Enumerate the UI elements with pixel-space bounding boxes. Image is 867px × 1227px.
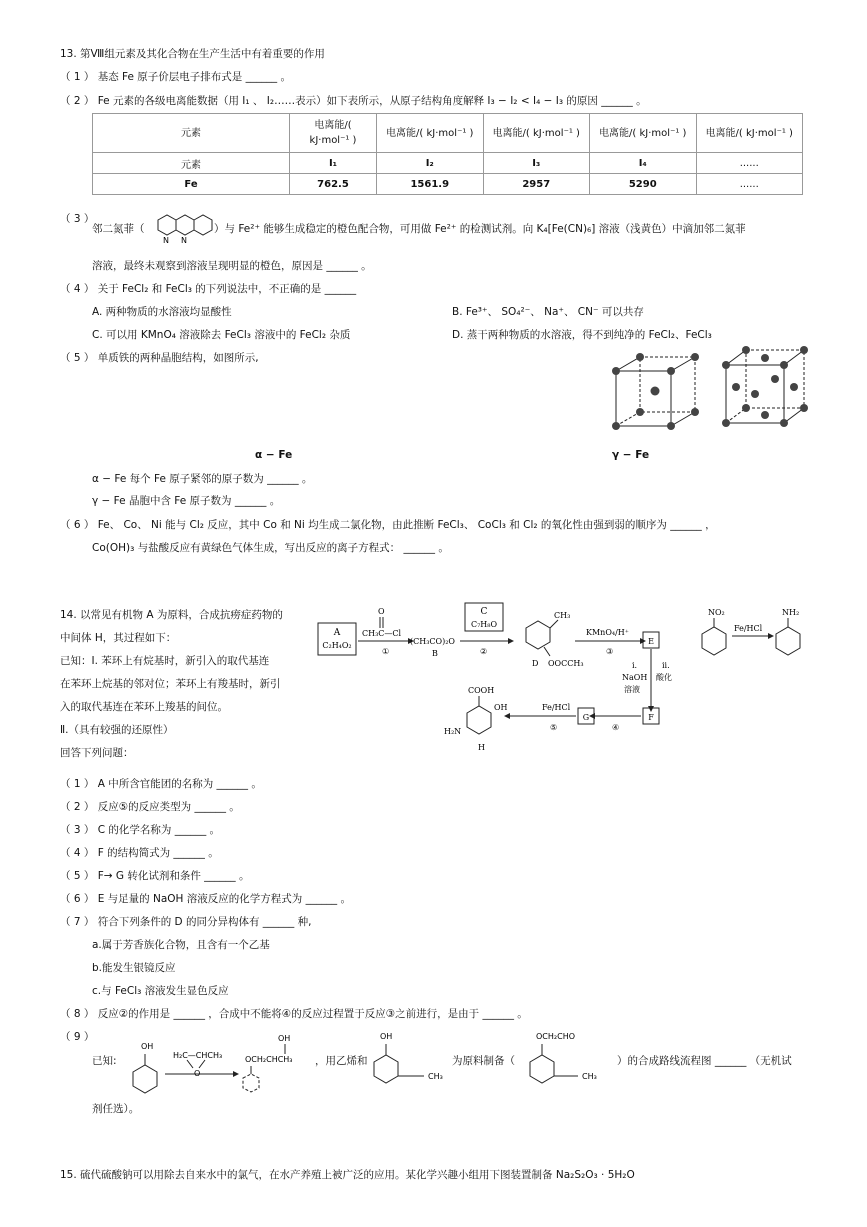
q15-text: 15. 硫代硫酸钠可以用除去自来水中的氯气，在水产养殖上被广泛的应用。某化学兴趣小组用下图装置制备 Na₂S₂O₃ · 5H₂O [60,1169,635,1181]
q14-part9-for: 为原料制备（ [452,1055,515,1067]
product-ether: OCH₂CHCH₃ [245,1055,293,1064]
known-reduction-scheme [690,598,830,668]
acyl-o: O [378,607,385,616]
target-methyl: CH₃ [582,1072,597,1081]
compound-a-formula: C₂H₄O₂ [322,641,352,650]
acyl-chloride: CH₃C—Cl [362,629,402,638]
anhydride: (CH₃CO)₂O [410,637,455,646]
amino-group: NH₂ [782,608,800,617]
synthesis-scheme [310,598,670,760]
q14-intro: 已知：Ⅰ. 苯环上有烷基时，新引入的取代基连 [60,655,270,667]
q13-part6-cont: Co(OH)₃ 与盐酸反应有黄绿色气体生成，写出反应的离子方程式： ______ 。 [92,542,449,554]
q14-part7-c: c.与 FeCl₃ 溶液发生显色反应 [92,985,229,997]
table-header-cell: 元素 [93,114,290,153]
q14-part4: （ 4 ） F 的结构简式为 ______ 。 [60,847,219,859]
q13-option-a: A. 两种物质的水溶液均显酸性 [92,306,232,318]
ionization-energy-table [92,113,803,195]
q13-part5-a: α − Fe 每个 Fe 原子紧邻的原子数为 ______ 。 [92,473,313,485]
compound-b-label: B [432,649,438,658]
o-cresol-structure [366,1024,456,1094]
q13-part5: （ 5 ） 单质铁的两种晶胞结构，如图所示, [60,352,259,364]
compound-h-label: H [478,743,485,752]
phenol-oh: OH [141,1042,154,1051]
h-hydroxyl: OH [494,703,508,712]
q14-intro: 14. 以常见有机物 A 为原料，合成抗痨症药物的 [60,609,283,621]
table-cell: 5290 [590,174,697,195]
cresol-oh: OH [380,1032,393,1041]
table-cell: I₁ [290,153,377,174]
table-cell: 1561.9 [377,174,484,195]
compound-d-label: D [532,659,539,668]
q14-intro: Ⅱ.（具有较强的还原性） [60,724,174,736]
svg-text:N: N [181,236,187,245]
d-ester: OOCCH₃ [548,659,584,668]
h-carboxyl: COOH [468,686,495,695]
step-5: ⑤ [550,723,558,732]
target-ether: OCH₂CHO [536,1032,576,1041]
step-ii-text: 酸化 [656,673,672,682]
propylene-oxide: H₂C—CHCH₃ [173,1051,223,1060]
table-cell: 元素 [93,153,290,174]
phenanthroline-structure [150,208,210,246]
alpha-fe-label: α − Fe [255,449,293,461]
table-cell: ...... [696,153,803,174]
known-reagent: Fe/HCl [734,624,763,633]
q14-part6: （ 6 ） E 与足量的 NaOH 溶液反应的化学方程式为 ______ 。 [60,893,351,905]
table-cell: I₂ [377,153,484,174]
product-oh: OH [278,1034,291,1043]
q14-part7-a: a.属于芳香族化合物，且含有一个乙基 [92,939,270,951]
table-cell: 762.5 [290,174,377,195]
table-cell: ...... [696,174,803,195]
q14-part5: （ 5 ） F→ G 转化试剂和条件 ______ 。 [60,870,250,882]
gamma-fe-label: γ − Fe [612,449,650,461]
compound-f-label: F [648,713,654,722]
q13-part3-cont: 溶液，最终未观察到溶液呈现明显的橙色，原因是 ______ 。 [92,260,372,272]
q14-part9-end2: 剂任选）。 [92,1103,140,1115]
reagent-3: KMnO₄/H⁺ [586,628,629,637]
q14-part9-known: 已知: [92,1055,117,1067]
table-header-cell: 电离能/( kJ·mol⁻¹ ) [590,114,697,153]
compound-c-label: C [480,607,488,617]
step-3: ③ [606,647,614,656]
step-i-reagent: NaOH [622,673,648,682]
compound-a-label: A [333,628,341,638]
cresol-methyl: CH₃ [428,1072,443,1081]
known-epoxide-reaction [125,1032,325,1098]
q14-part9-end: ）的合成路线流程图 ______ （无机试 [617,1055,792,1067]
table-cell: 2957 [483,174,590,195]
q13-title: 13. 第Ⅷ组元素及其化合物在生产生活中有着重要的作用 [60,48,325,60]
q13-part3-start: 邻二氮菲（ [92,223,145,235]
table-cell: I₃ [483,153,590,174]
step-4: ④ [612,723,620,732]
svg-text:N: N [163,236,169,245]
q14-part3: （ 3 ） C 的化学名称为 ______ 。 [60,824,221,836]
q14-part9: （ 9 ） [60,1031,95,1043]
q13-part4: （ 4 ） 关于 FeCl₂ 和 FeCl₃ 的下列说法中，不正确的是 ______ [60,283,357,295]
q13-part2: （ 2 ） Fe 元素的各级电离能数据（用 I₁ 、 I₂……表示）如下表所示，从原子结构角度解释 I₃ − I₂ < I₄ − I₃ 的原因 ______ 。 [60,95,647,107]
q14-intro: 在苯环上烷基的邻对位；苯环上有羧基时，新引 [60,678,281,690]
q14-intro: 中间体 H，其过程如下： [60,632,177,644]
q13-option-c: C. 可以用 KMnO₄ 溶液除去 FeCl₃ 溶液中的 FeCl₂ 杂质 [92,329,351,341]
table-header-cell: 电离能/( kJ·mol⁻¹ ) [290,114,377,153]
step-i-solution: 溶液 [624,685,640,694]
q14-intro: 入的取代基连在苯环上羧基的间位。 [60,701,228,713]
q13-part3-text: ）与 Fe²⁺ 能够生成稳定的橙色配合物，可用做 Fe²⁺ 的检测试剂。向 K₄[Fe(CN)₆] 溶液（浅黄色）中滴加邻二氮菲 [214,223,746,235]
table-header-cell: 电离能/( kJ·mol⁻¹ ) [483,114,590,153]
step-1: ① [382,647,390,656]
epoxide-oxygen: O [194,1069,201,1078]
table-cell: Fe [93,174,290,195]
table-cell: I₄ [590,153,697,174]
q14-part1: （ 1 ） A 中所含官能团的名称为 ______ 。 [60,778,262,790]
q13-option-b: B. Fe³⁺、 SO₄²⁻、 Na⁺、 CN⁻ 可以共存 [452,306,644,318]
q14-part2: （ 2 ） 反应⑤的反应类型为 ______ 。 [60,801,240,813]
q13-part3-label: （ 3 ） [60,213,95,225]
q13-option-d: D. 蒸干两种物质的水溶液，得不到纯净的 FeCl₂、FeCl₃ [452,329,712,341]
compound-g-label: G [582,713,590,722]
fcc-unit-cell-figure [718,345,813,431]
q13-part6: （ 6 ） Fe、 Co、 Ni 能与 Cl₂ 反应，其中 Co 和 Ni 均生成二氯化物，由此推断 FeCl₃、 CoCl₃ 和 Cl₂ 的氧化性由强到弱的顺序为 ______ ， [60,519,716,531]
step-2: ② [480,647,488,656]
q14-part7: （ 7 ） 符合下列条件的 D 的同分异构体有 ______ 种, [60,916,312,928]
d-methyl: CH₃ [554,611,571,620]
h-amino: H₂N [444,727,462,736]
table-header-cell: 电离能/( kJ·mol⁻¹ ) [696,114,803,153]
q14-intro: 回答下列问题： [60,747,134,759]
q14-part8: （ 8 ） 反应②的作用是 ______ ，合成中不能将④的反应过程置于反应③之前进行，是由于 ______ 。 [60,1008,528,1020]
reagent-5: Fe/HCl [542,703,571,712]
step-i-label: i. [632,661,638,670]
step-ii-label: ii. [662,661,670,670]
target-structure [520,1024,620,1094]
table-header-cell: 电离能/( kJ·mol⁻¹ ) [377,114,484,153]
q13-part1: （ 1 ） 基态 Fe 原子价层电子排布式是 ______ 。 [60,71,291,83]
compound-c-formula: C₇H₈O [470,620,498,629]
bcc-unit-cell-figure [608,353,703,433]
q14-part9-mid: ，用乙烯和 [315,1055,368,1067]
compound-e-label: E [648,637,654,646]
nitro-group: NO₂ [708,608,725,617]
q14-part7-b: b.能发生银镜反应 [92,962,176,974]
q13-part5-b: γ − Fe 晶胞中含 Fe 原子数为 ______ 。 [92,495,281,507]
